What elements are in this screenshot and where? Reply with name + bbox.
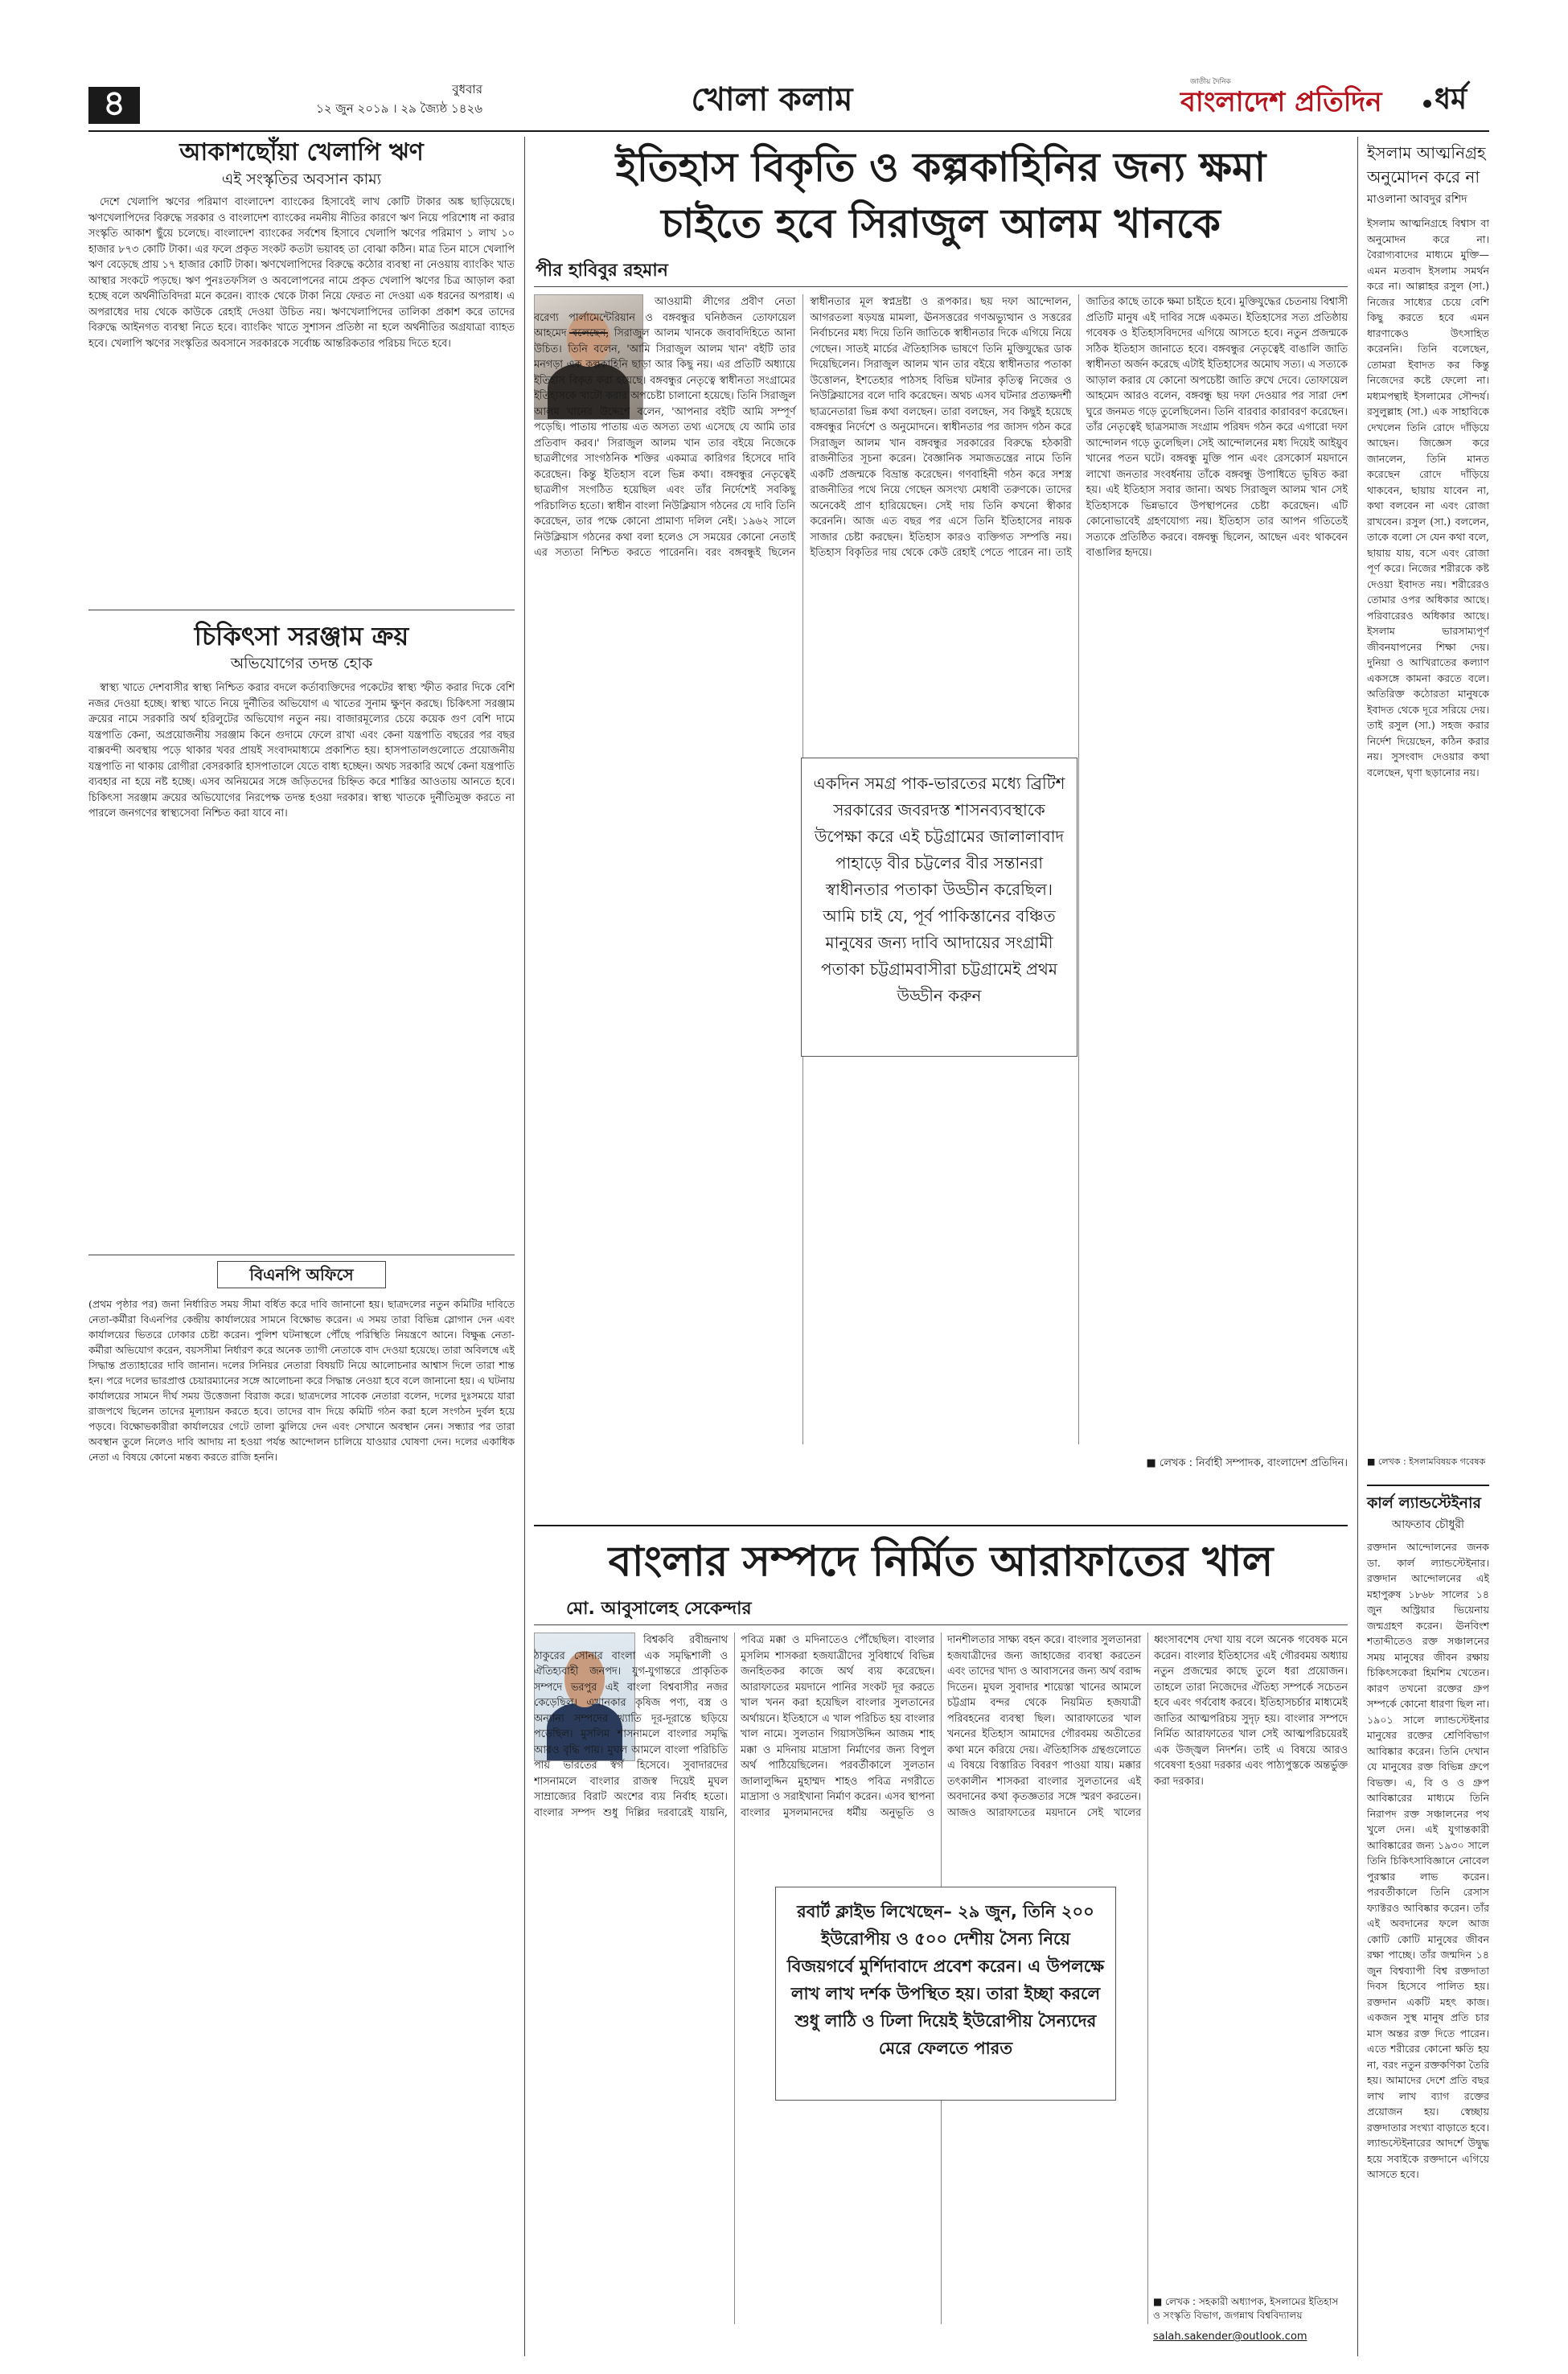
second-footnote: ■ লেখক : সহকারী অধ্যাপক, ইসলামের ইতিহাস ও সংস্কৃতি বিভাগ, জগন্নাথ বিশ্ববিদ্যালয়	[1153, 2296, 1338, 2321]
editorial-khelapi-subtitle: এই সংস্কৃতির অবসান কাম্য	[221, 170, 382, 188]
editorial-khelapi-body: দেশে খেলাপি ঋণের পরিমাণ বাংলাদেশ ব্যাংকের হিসাবেই লাখ কোটি টাকার অঙ্ক ছাড়িয়েছে। ঋণখেলাপিদের বিরুদ্ধে সরকার ও বাংলাদেশ ব্যাংকের নমনীয় নীতির কারণে ঋণ নিয়ে পরিশোধ না করার সংস্কৃতি আকাশ ছুঁয়ে চলেছে। বাংলাদেশ ব্যাংকের সর্বশেষ হিসাবে খেলাপি ঋণের পরিমাণ ১ লাখ ১০ হাজার ৮৭৩ কোটি টাকা। এর ফলে প্রকৃত সংকট কতটা ভয়াবহ তা বোঝা কঠিন। মাত্র তিন মাসে খেলাপি ঋণ বেড়েছে প্রায় ১৭ হাজার কোটি টাকা। ঋণখেলাপিদের বিরুদ্ধে কঠোর ব্যবস্থা না নেওয়ায় ব্যাংকিং খাত আস্থার সংকটে পড়ছে। ঋণ পুনঃতফসিল ও অবলোপনের নামে প্রকৃত খেলাপি ঋণের চিত্র আড়াল করা হচ্ছে বলে অর্থনীতিবিদরা মনে করেন। ব্যাংক থেকে টাকা নিয়ে ফেরত না দেওয়া এক ধরনের অপরাধ। এ অপরাধের দায় থেকে কাউকে রেহাই দেওয়া উচিত নয়। ঋণখেলাপিদের তালিকা প্রকাশ করে তাদের বিরুদ্ধে আইনগত ব্যবস্থা নিতে হবে। ব্যাংকিং খাতে সুশাসন প্রতিষ্ঠা না হলে অর্থনীতির অগ্রযাত্রা ব্যাহত হবে। খেলাপি ঋণের সংস্কৃতির অবসানে সরকারকে সর্বোচ্চ আন্তরিকতার পরিচয় দিতে হবে।	[88, 196, 515, 350]
right-article2-body: রক্তদান আন্দোলনের জনক ডা. কার্ল ল্যান্ডস্টেইনার। রক্তদান আন্দোলনের এই মহাপুরুষ ১৮৬৮ সালের ১৪ জুন অস্ট্রিয়ার ভিয়েনায় জন্মগ্রহণ করেন। ঊনবিংশ শতাব্দীতেও রক্ত সঞ্চালনের সময় মানুষের জীবন রক্ষায় চিকিৎসকেরা হিমশিম খেতেন। কারণ তখনো রক্তের গ্রুপ সম্পর্কে কোনো ধারণা ছিল না। ১৯০১ সালে ল্যান্ডস্টেইনার মানুষের রক্তের শ্রেণিবিভাগ আবিষ্কার করেন। তিনি দেখান যে মানুষের রক্ত বিভিন্ন গ্রুপে বিভক্ত। এ, বি ও ও গ্রুপ আবিষ্কারের মাধ্যমে তিনি নিরাপদ রক্ত সঞ্চালনের পথ খুলে দেন। এই যুগান্তকারী আবিষ্কারের জন্য ১৯৩০ সালে তিনি চিকিৎসাবিজ্ঞানে নোবেল পুরস্কার লাভ করেন। পরবর্তীকালে তিনি রেসাস ফ্যাক্টরও আবিষ্কার করেন। তাঁর এই অবদানের ফলে আজ কোটি কোটি মানুষের জীবন রক্ষা পাচ্ছে। তাঁর জন্মদিন ১৪ জুন বিশ্বব্যাপী বিশ্ব রক্তদাতা দিবস হিসেবে পালিত হয়। রক্তদান একটি মহৎ কাজ। একজন সুস্থ মানুষ প্রতি চার মাস অন্তর রক্ত দিতে পারেন। এতে শরীরের কোনো ক্ষতি হয় না, বরং নতুন রক্তকণিকা তৈরি হয়। আমাদের দেশে প্রতি বছর লাখ লাখ ব্যাগ রক্তের প্রয়োজন হয়। স্বেচ্ছায় রক্তদাতার সংখ্যা বাড়াতে হবে। ল্যান্ডস্টেইনারের আদর্শে উদ্বুদ্ধ হয়ে সবাইকে রক্তদানে এগিয়ে আসতে হবে।	[1367, 1541, 1489, 2180]
section-divider	[534, 1525, 1348, 1526]
editorial-chikitsa-title: চিকিৎসা সরঞ্জাম ক্রয়	[194, 621, 409, 651]
date: ১২ জুন ২০১৯ । ২৯ জ্যৈষ্ঠ ১৪২৬	[316, 101, 482, 116]
right-article2-title: কার্ল ল্যান্ডস্টেইনার	[1367, 1494, 1481, 1512]
right-article1-footnote: ■ লেখক : ইসলামবিষয়ক গবেষক	[1367, 1456, 1486, 1467]
main-author: পীর হাবিবুর রহমান	[536, 261, 668, 281]
masthead-rule	[88, 130, 1489, 132]
bullet-dot	[1423, 100, 1431, 108]
main-article	[534, 137, 1348, 1520]
second-pullquote: রবার্ট ক্লাইভ লিখেছেন– ২৯ জুন, তিনি ২০০ ইউরোপীয় ও ৫০০ দেশীয় সৈন্য নিয়ে বিজয়গর্বে মুর্শিদাবাদে প্রবেশ করেন। এ উপলক্ষে লাখ লাখ দর্শক উপস্থিত হয়। তারা ইচ্ছা করলে শুধু লাঠি ও ঢিলা দিয়েই ইউরোপীয় সৈন্যদের মেরে ফেলতে পারত	[786, 1898, 1105, 2091]
main-headline-line1: ইতিহাস বিকৃতি ও কল্পকাহিনির জন্য ক্ষমা	[615, 144, 1266, 191]
editorial-chikitsa-subtitle: অভিযোগের তদন্ত হোক	[230, 655, 373, 672]
right-section-title: ধর্ম	[1435, 83, 1467, 116]
bnp-title: বিএনপি অফিসে	[249, 1265, 354, 1284]
right-article2-author: আফতাব চৌধুরী	[1391, 1518, 1465, 1531]
main-footnote: ■ লেখক : নির্বাহী সম্পাদক, বাংলাদেশ প্রতিদিন।	[1146, 1457, 1348, 1469]
author-email[interactable]: salah.sakender@outlook.com	[1153, 2331, 1307, 2343]
byline-rule	[534, 286, 1348, 287]
right-article1-author: মাওলানা আবদুর রশিদ	[1367, 193, 1467, 206]
newspaper-logo: বাংলাদেশ প্রতিদিন	[1180, 86, 1382, 118]
day: বুধবার	[452, 82, 482, 97]
editorial-khelapi-title: আকাশছোঁয়া খেলাপি ঋণ	[179, 138, 424, 166]
bnp-body: (প্রথম পৃষ্ঠার পর) জনা নির্ধারিত সময় সীমা বর্ধিত করে দাবি জানানো হয়। ছাত্রদলের নতুন কমিটির দাবিতে নেতা-কর্মীরা বিএনপির কেন্দ্রীয় কার্যালয়ের সামনে বিক্ষোভ করেন। এ সময় তারা বিভিন্ন স্লোগান দেন এবং কার্যালয়ের ভিতরে ঢোকার চেষ্টা করেন। পুলিশ ঘটনাস্থলে পৌঁছে পরিস্থিতি নিয়ন্ত্রণে আনে। বিক্ষুব্ধ নেতা-কর্মীরা অভিযোগ করেন, বয়সসীমা নির্ধারণ করে অনেক ত্যাগী নেতাকে বাদ দেওয়া হয়েছে। তারা অবিলম্বে এই সিদ্ধান্ত প্রত্যাহারের দাবি জানান। দলের সিনিয়র নেতারা বিষয়টি নিয়ে আলোচনার আশ্বাস দিলে তারা শান্ত হন। পরে দলের ভারপ্রাপ্ত চেয়ারম্যানের সঙ্গে আলোচনা করে সিদ্ধান্ত নেওয়া হবে বলে জানানো হয়। এ ঘটনায় কার্যালয়ের সামনে দীর্ঘ সময় উত্তেজনা বিরাজ করে। ছাত্রদলের সাবেক নেতারা বলেন, দলের দুঃসময়ে যারা রাজপথে ছিলেন তাদের মূল্যায়ন করতে হবে। তাদের বাদ দিয়ে কমিটি গঠন করা হলে সংগঠন দুর্বল হয়ে পড়বে। বিক্ষোভকারীরা কার্যালয়ের গেটে তালা ঝুলিয়ে দেন এবং সেখানে অবস্থান নেন। সন্ধ্যার পর তারা অবস্থান তুলে নিলেও দাবি আদায় না হওয়া পর্যন্ত আন্দোলন চালিয়ে যাওয়ার ঘোষণা দেন। দলের একাধিক নেতা এ বিষয়ে কোনো মন্তব্য করতে রাজি হননি।	[88, 1298, 515, 1463]
section-title: খোলা কলাম	[691, 81, 853, 118]
second-article-body: বিশ্বকবি রবীন্দ্রনাথ ঠাকুরের সোনার বাংলা এক সমৃদ্ধিশালী ও ঐতিহ্যবাহী জনপদ। যুগ-যুগান্তরে প্রাকৃতিক সম্পদে ভরপুর এই বাংলা বিশ্ববাসীর নজর কেড়েছিল। এখানকার কৃষিজ পণ্য, বস্ত্র ও অন্যান্য সম্পদের খ্যাতি দূর-দূরান্তে ছড়িয়ে পড়েছিল। মুসলিম শাসনামলে বাংলার সমৃদ্ধি আরও বৃদ্ধি পায়। মুঘল আমলে বাংলা পরিচিতি পায় ভারতের স্বর্গ হিসেবে। সুবাদারদের শাসনামলে বাংলার রাজস্ব দিয়েই মুঘল সাম্রাজ্যের বিরাট অংশের ব্যয় নির্বাহ হতো। বাংলার সম্পদ শুধু দিল্লির দরবারেই যায়নি, পবিত্র মক্কা ও মদিনাতেও পৌঁছেছিল। বাংলার মুসলিম শাসকরা হজযাত্রীদের সুবিধার্থে বিভিন্ন জনহিতকর কাজে অর্থ ব্যয় করেছেন। আরাফাতের ময়দানে পানির সংকট দূর করতে খাল খনন করা হয়েছিল বাংলার সুলতানের অর্থায়নে। ইতিহাসে এ খাল পরিচিত হয় বাংলার খাল নামে। সুলতান গিয়াসউদ্দিন আজম শাহ মক্কা ও মদিনায় মাদ্রাসা নির্মাণের জন্য বিপুল অর্থ পাঠিয়েছিলেন। পরবর্তীকালে সুলতান জালালুদ্দিন মুহাম্মদ শাহও পবিত্র নগরীতে মাদ্রাসা ও সরাইখানা নির্মাণ করেন। এসব স্থাপনা বাংলার মুসলমানদের ধর্মীয় অনুভূতি ও দানশীলতার সাক্ষ্য বহন করে। বাংলার সুলতানরা হজযাত্রীদের জন্য জাহাজের ব্যবস্থা করতেন এবং তাদের খাদ্য ও আবাসনের জন্য অর্থ বরাদ্দ দিতেন। মুঘল সুবাদার শায়েস্তা খানের আমলে চট্টগ্রাম বন্দর থেকে নিয়মিত হজযাত্রী পরিবহনের ব্যবস্থা ছিল। আরাফাতের খাল খননের ইতিহাস আমাদের গৌরবময় অতীতের কথা মনে করিয়ে দেয়। ঐতিহাসিক গ্রন্থগুলোতে এ বিষয়ে বিস্তারিত বিবরণ পাওয়া যায়। মক্কার তৎকালীন শাসকরা বাংলার সুলতানের এই অবদানের কথা কৃতজ্ঞতার সঙ্গে স্মরণ করতেন। আজও আরাফাতের ময়দানে সেই খালের ধ্বংসাবশেষ দেখা যায় বলে অনেক গবেষক মনে করেন। বাংলার ইতিহাসের এই গৌরবময় অধ্যায় নতুন প্রজন্মের কাছে তুলে ধরা প্রয়োজন। তাহলে তারা নিজেদের ঐতিহ্য সম্পর্কে সচেতন হবে এবং গর্ববোধ করবে। ইতিহাসচর্চার মাধ্যমেই জাতির আত্মপরিচয় সুদৃঢ় হয়। বাংলার সম্পদে নির্মিত আরাফাতের খাল সেই আত্মপরিচয়েরই এক উজ্জ্বল নিদর্শন। তাই এ বিষয়ে আরও গবেষণা হওয়া দরকার এবং পাঠ্যপুস্তকে অন্তর্ভুক্ত করা দরকার।	[534, 1634, 1348, 1819]
byline-rule	[534, 1624, 1348, 1625]
right-article1-body: ইসলাম আত্মনিগ্রহে বিশ্বাস বা অনুমোদন করে না। বৈরাগ্যবাদের মাধ্যমে মুক্তি— এমন মতবাদ ইসলাম সমর্থন করে না। আল্লাহর রসুল (সা.) নিজের সাধ্যের চেয়ে বেশি কিছু করতে হবে এমন ধারণাকেও উৎসাহিত করেননি। তিনি বলেছেন, তোমরা ইবাদত কর কিন্তু নিজেদের কষ্টে ফেলো না। মধ্যমপন্থাই ইসলামের সৌন্দর্য। রসুলুল্লাহ (সা.) এক সাহাবিকে দেখলেন তিনি রোদে দাঁড়িয়ে আছেন। জিজ্ঞেস করে জানলেন, তিনি মানত করেছেন রোদে দাঁড়িয়ে থাকবেন, ছায়ায় যাবেন না, কথা বলবেন না এবং রোজা রাখবেন। রসুল (সা.) বললেন, তাকে বলো সে যেন কথা বলে, ছায়ায় যায়, বসে এবং রোজা পূর্ণ করে। নিজের শরীরকে কষ্ট দেওয়া ইবাদত নয়। শরীরেরও তোমার ওপর অধিকার আছে। পরিবারেরও অধিকার আছে। ইসলাম ভারসাম্যপূর্ণ জীবনযাপনের শিক্ষা দেয়। দুনিয়া ও আখিরাতের কল্যাণ একসঙ্গে কামনা করতে বলে। অতিরিক্ত কঠোরতা মানুষকে ইবাদত থেকে দূরে সরিয়ে দেয়। তাই রসুল (সা.) সহজ করার নির্দেশ দিয়েছেন, কঠিন করার নয়। সুসংবাদ দেওয়ার কথা বলেছেন, ঘৃণা ছড়ানোর নয়।	[1367, 217, 1489, 778]
second-article	[534, 1533, 1348, 2356]
main-article-body: আওয়ামী লীগের প্রবীণ নেতা বরেণ্য পার্লামেন্টেরিয়ান ও বঙ্গবন্ধুর ঘনিষ্ঠজন তোফায়েল আহমেদ বলেছেন, সিরাজুল আলম খানকে জবাবদিহিতে আনা উচিত। তিনি বলেন, 'আমি সিরাজুল আলম খান' বইটি তার মনগড়া এক কল্পকাহিনি ছাড়া আর কিছু নয়। এর প্রতিটি অধ্যায়ে ইতিহাস বিকৃত করা হয়েছে। বঙ্গবন্ধুর নেতৃত্বে স্বাধীনতা সংগ্রামের ইতিহাসকে খাটো করার অপচেষ্টা চালানো হয়েছে। তিনি সিরাজুল আলম খানের উদ্দেশে বলেন, 'আপনার বইটি আমি সম্পূর্ণ পড়েছি। পাতায় পাতায় এত অসত্য তথ্য এসেছে যে আমি তার প্রতিবাদ করব।' সিরাজুল আলম খান তার বইয়ে নিজেকে ছাত্রলীগের সাংগঠনিক শক্তির একমাত্র কারিগর হিসেবে দাবি করেছেন। কিন্তু ইতিহাস বলে ভিন্ন কথা। বঙ্গবন্ধুর নেতৃত্বেই ছাত্রলীগ সংগঠিত হয়েছিল এবং তাঁর নির্দেশেই সবকিছু পরিচালিত হতো। স্বাধীন বাংলা নিউক্লিয়াস গঠনের যে দাবি তিনি করেছেন, তার পক্ষে কোনো প্রামাণ্য দলিল নেই। ১৯৬২ সালে নিউক্লিয়াস গঠনের কথা বলা হলেও সে সময়ের কোনো নেতাই এর সত্যতা নিশ্চিত করতে পারেননি। বরং বঙ্গবন্ধুই ছিলেন স্বাধীনতার মূল স্বপ্নদ্রষ্টা ও রূপকার। ছয় দফা আন্দোলন, আগরতলা ষড়যন্ত্র মামলা, ঊনসত্তরের গণঅভ্যুত্থান ও সত্তরের নির্বাচনের মধ্য দিয়ে তিনি জাতিকে স্বাধীনতার দিকে এগিয়ে নিয়ে গেছেন। সাতই মার্চের ঐতিহাসিক ভাষণে তিনি মুক্তিযুদ্ধের ডাক দিয়েছিলেন। সিরাজুল আলম খান তার বইয়ে স্বাধীনতার পতাকা উত্তোলন, ইশতেহার পাঠসহ বিভিন্ন ঘটনার কৃতিত্ব নিজের ও নিউক্লিয়াসের বলে দাবি করেছেন। অথচ এসব ঘটনার প্রত্যক্ষদর্শী ছাত্রনেতারা ভিন্ন কথা বলছেন। তারা বলছেন, সব কিছুই হয়েছে বঙ্গবন্ধুর নির্দেশে ও অনুমোদনে। স্বাধীনতার পর জাসদ গঠন করে সিরাজুল আলম খান বঙ্গবন্ধুর সরকারের বিরুদ্ধে হঠকারী রাজনীতির সূচনা করেন। বৈজ্ঞানিক সমাজতন্ত্রের নামে তিনি একটি প্রজন্মকে বিভ্রান্ত করেছেন। গণবাহিনী গঠন করে সশস্ত্র রাজনীতির পথে নিয়ে গেছেন অসংখ্য মেধাবী তরুণকে। তাদের অনেকেই প্রাণ হারিয়েছেন। সেই দায় তিনি কখনো স্বীকার করেননি। আজ এত বছর পর এসে তিনি ইতিহাসের নায়ক সাজার চেষ্টা করছেন। ইতিহাস কারও ব্যক্তিগত সম্পত্তি নয়। ইতিহাস বিকৃতির দায় থেকে কেউ রেহাই পেতে পারেন না। তাই জাতির কাছে তাকে ক্ষমা চাইতে হবে। মুক্তিযুদ্ধের চেতনায় বিশ্বাসী প্রতিটি মানুষ এই দাবির সঙ্গে একমত। ইতিহাসের সত্য প্রতিষ্ঠায় গবেষক ও ইতিহাসবিদদের এগিয়ে আসতে হবে। নতুন প্রজন্মকে সঠিক ইতিহাস জানাতে হবে। বঙ্গবন্ধুর নেতৃত্বেই বাঙালি জাতি স্বাধীনতা অর্জন করেছে এটাই ইতিহাসের অমোঘ সত্য। এ সত্যকে আড়াল করার যে কোনো অপচেষ্টা জাতি রুখে দেবে। তোফায়েল আহমেদ আরও বলেন, বঙ্গবন্ধু ছয় দফা দেওয়ার পর সারা দেশ ঘুরে জনমত গড়ে তুলেছিলেন। তিনি বারবার কারাবরণ করেছেন। তাঁর নেতৃত্বেই ছাত্রসমাজ সংগ্রাম পরিষদ গঠন করে এগারো দফা আন্দোলন গড়ে তুলেছিল। সেই আন্দোলনের মধ্য দিয়েই আইয়ুব খানের পতন ঘটে। বঙ্গবন্ধু মুক্তি পান এবং রেসকোর্স ময়দানে লাখো জনতার সংবর্ধনায় তাঁকে বঙ্গবন্ধু উপাধিতে ভূষিত করা হয়। এই ইতিহাস সবার জানা। অথচ সিরাজুল আলম খান সেই ইতিহাসকে ভিন্নভাবে উপস্থাপনের চেষ্টা করেছেন। এটি কোনোভাবেই গ্রহণযোগ্য নয়। ইতিহাস তার আপন গতিতেই সত্যকে প্রতিষ্ঠিত করবে। বঙ্গবন্ধু ছিলেন, আছেন এবং থাকবেন বাঙালির হৃদয়ে।	[534, 296, 1348, 559]
main-pullquote: একদিন সমগ্র পাক-ভারতের মধ্যে ব্রিটিশ সরকারের জবরদস্ত শাসনব্যবস্থাকে উপেক্ষা করে এই চট্টগ্রামের জালালাবাদ পাহাড়ে বীর চট্টলের বীর সন্তানরা স্বাধীনতার পতাকা উড্ডীন করেছিল। আমি চাই যে, পূর্ব পাকিস্তানের বঞ্চিত মানুষের জন্য দাবি আদায়ের সংগ্রামী পতাকা চট্টগ্রামবাসীরা চট্টগ্রামেই প্রথম উড্ডীন করুন	[812, 770, 1066, 1047]
right-article1-title-line1: ইসলাম আত্মনিগ্রহ	[1367, 143, 1486, 162]
column-divider	[1357, 137, 1358, 2356]
second-author: মো. আবুসালেহ সেকেন্দার	[566, 1599, 752, 1619]
column-divider	[524, 137, 525, 2356]
page-number: ৪	[102, 83, 126, 124]
right-article1-title-line2: অনুমোদন করে না	[1367, 167, 1480, 187]
newspaper-tag: জাতীয় দৈনিক	[1190, 78, 1231, 86]
main-headline-line2: চাইতে হবে সিরাজুল আলম খানকে	[661, 200, 1221, 247]
editorial-chikitsa-body: স্বাস্থ্য খাতে দেশবাসীর স্বাস্থ্য নিশ্চিত করার বদলে কর্তাব্যক্তিদের পকেটের স্বাস্থ্য স্ফীত করার দিকে বেশি নজর দেওয়া হচ্ছে। স্বাস্থ্য খাতে নিয়ে দুর্নীতির অভিযোগ এ খাতের সুনাম ক্ষুণ্ন করছে। চিকিৎসা সরঞ্জাম ক্রয়ের নামে সরকারি অর্থ হরিলুটের অভিযোগ নতুন নয়। বাজারমূল্যের চেয়ে কয়েক গুণ বেশি দামে যন্ত্রপাতি কেনা, অপ্রয়োজনীয় সরঞ্জাম কিনে গুদামে ফেলে রাখা এবং কেনা যন্ত্রপাতি বছরের পর বছর বাক্সবন্দী অবস্থায় পড়ে থাকার খবর প্রায়ই সংবাদমাধ্যমে প্রকাশিত হয়। হাসপাতালগুলোতে প্রয়োজনীয় যন্ত্রপাতি না থাকায় রোগীরা বেসরকারি হাসপাতালে যেতে বাধ্য হচ্ছেন। অথচ সরকারি অর্থে কেনা যন্ত্রপাতি ব্যবহার না হয়ে নষ্ট হচ্ছে। এসব অনিয়মের সঙ্গে জড়িতদের চিহ্নিত করে শাস্তির আওতায় আনতে হবে। চিকিৎসা সরঞ্জাম ক্রয়ের অভিযোগের নিরপেক্ষ তদন্ত হওয়া দরকার। স্বাস্থ্য খাতকে দুর্নীতিমুক্ত করতে না পারলে জনগণের স্বাস্থ্যসেবা নিশ্চিত করা যাবে না।	[88, 682, 515, 819]
second-headline: বাংলার সম্পদে নির্মিত আরাফাতের খাল	[608, 1538, 1274, 1586]
right-column	[1367, 137, 1489, 2356]
left-column	[88, 137, 515, 2356]
divider	[1367, 1485, 1489, 1486]
masthead	[0, 0, 1568, 124]
